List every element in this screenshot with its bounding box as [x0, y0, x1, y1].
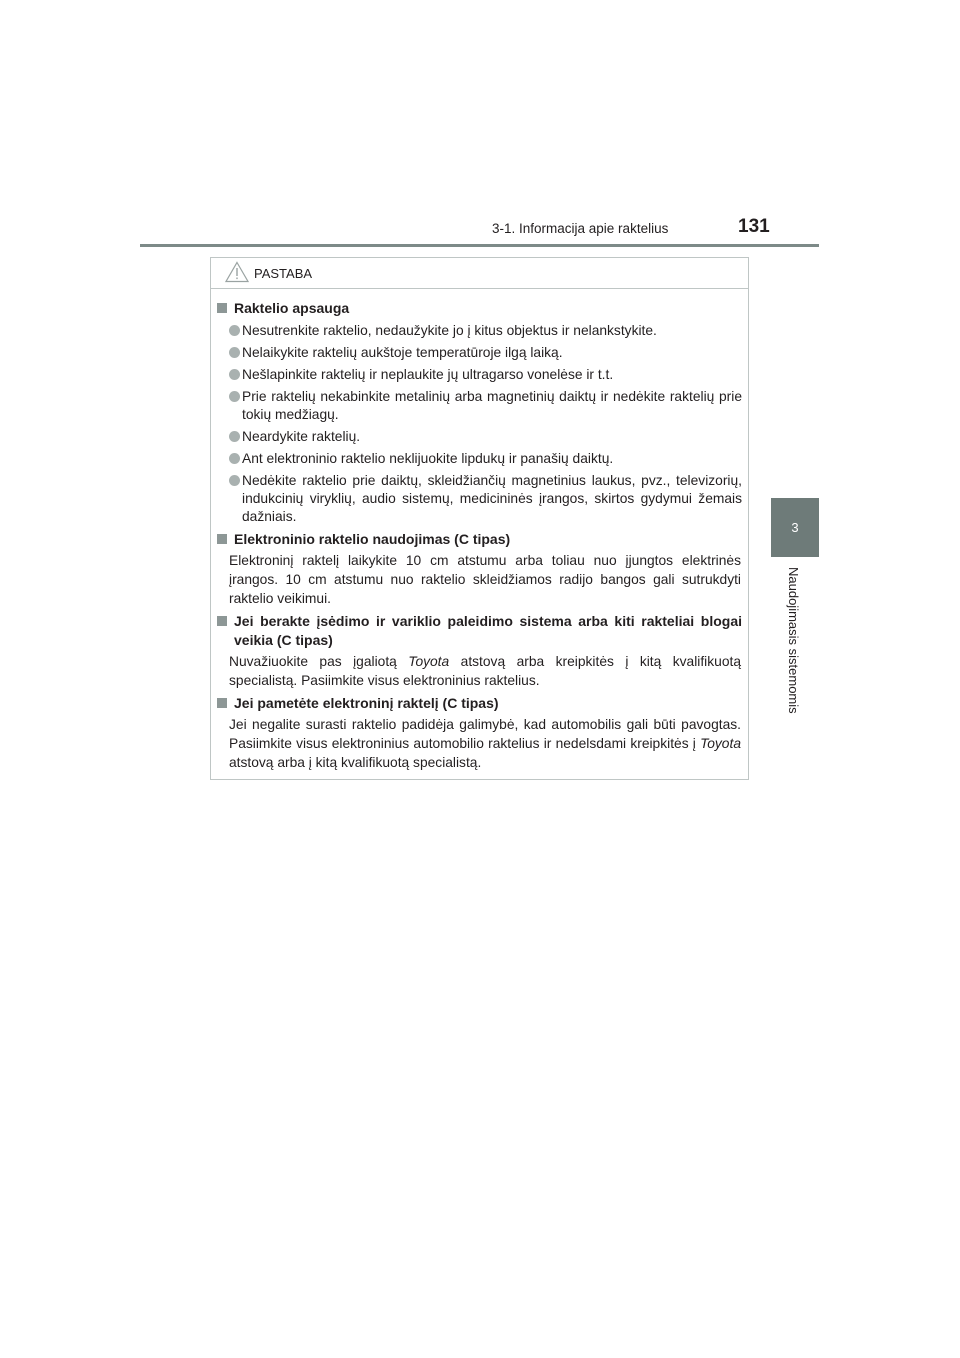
heading-text: Jei pametėte elektroninį raktelį (C tipas) [234, 695, 499, 711]
round-bullet-icon [229, 347, 240, 358]
square-bullet-icon [217, 616, 227, 626]
list-item [229, 450, 742, 468]
section-heading [216, 530, 742, 549]
item-text: Prie raktelių nekabinkite metalinių arba magnetinių daiktų ir nedėkite raktelių prie tokių medžiagų. [242, 389, 742, 422]
section-paragraph: Jei negalite surasti raktelio padidėja galimybė, kad automobilis gali būti pavogtas. Pasiimkite visus elektroninius automobilio raktelius ir nedelsdami kreipkitės į Toyota atstovą arba į kitą kvalifikuotą specialistą. [229, 717, 741, 770]
round-bullet-icon [229, 475, 240, 486]
square-bullet-icon [217, 698, 227, 708]
header-rule [140, 244, 819, 247]
section-paragraph: Nuvažiuokite pas įgaliotą Toyota atstovą arba kreipkitės į kitą kvalifikuotą specialistą. Pasiimkite visus elektroninius raktelius. [229, 654, 741, 688]
brand-name: Toyota [408, 654, 450, 669]
round-bullet-icon [229, 453, 240, 464]
square-bullet-icon [217, 534, 227, 544]
warning-triangle-icon [225, 261, 249, 283]
round-bullet-icon [229, 391, 240, 402]
list-item [229, 344, 742, 362]
section-heading [216, 694, 742, 713]
list-item [229, 428, 742, 446]
item-text: Neardykite raktelių. [242, 429, 361, 444]
heading-text: Jei berakte įsėdimo ir variklio paleidimo sistema arba kiti rakteliai blogai veikia (C tipas) [234, 613, 742, 648]
item-text: Nelaikykite raktelių aukštoje temperatūroje ilgą laiką. [242, 345, 563, 360]
item-text: Nesutrenkite raktelio, nedaužykite jo į kitus objektus ir nelankstykite. [242, 323, 657, 338]
list-item [229, 472, 742, 526]
section-paragraph: Elektroninį raktelį laikykite 10 cm atstumu arba toliau nuo įjungtos elektrinės įrangos. 10 cm atstumu nuo raktelio skleidžiamos radijo bangos gali sutrukdyti raktelio veikimui. [229, 553, 741, 606]
chapter-label: Naudojimasis sistemomis [786, 567, 801, 714]
list-item [229, 366, 742, 384]
round-bullet-icon [229, 325, 240, 336]
item-text: Ant elektroninio raktelio neklijuokite lipdukų ir panašių daiktų. [242, 451, 614, 466]
round-bullet-icon [229, 431, 240, 442]
item-text: Nešlapinkite raktelių ir neplaukite jų ultragarso vonelėse ir t.t. [242, 367, 614, 382]
chapter-tab [771, 498, 819, 557]
notice-header [211, 258, 748, 289]
notice-body [211, 299, 750, 772]
square-bullet-icon [217, 303, 227, 313]
heading-text: Elektroninio raktelio naudojimas (C tipas) [234, 531, 511, 547]
list-item [229, 388, 742, 424]
list-item [229, 322, 742, 340]
section-heading [216, 299, 742, 318]
notice-title: PASTABA [254, 266, 313, 281]
notice-box [210, 257, 749, 780]
page-number: 131 [738, 216, 770, 237]
section-heading [216, 612, 742, 650]
heading-text: Raktelio apsauga [234, 300, 350, 316]
chapter-number: 3 [791, 520, 799, 535]
item-text: Nedėkite raktelio prie daiktų, skleidžiančių magnetinius laukus, pvz., televizorių, indukcinių viryklių, audio sistemų, medicininės įrangos, skirtos gydymui žemais dažniais. [242, 473, 742, 524]
section-title: 3-1. Informacija apie raktelius [492, 221, 669, 236]
round-bullet-icon [229, 369, 240, 380]
brand-name: Toyota [700, 736, 741, 751]
